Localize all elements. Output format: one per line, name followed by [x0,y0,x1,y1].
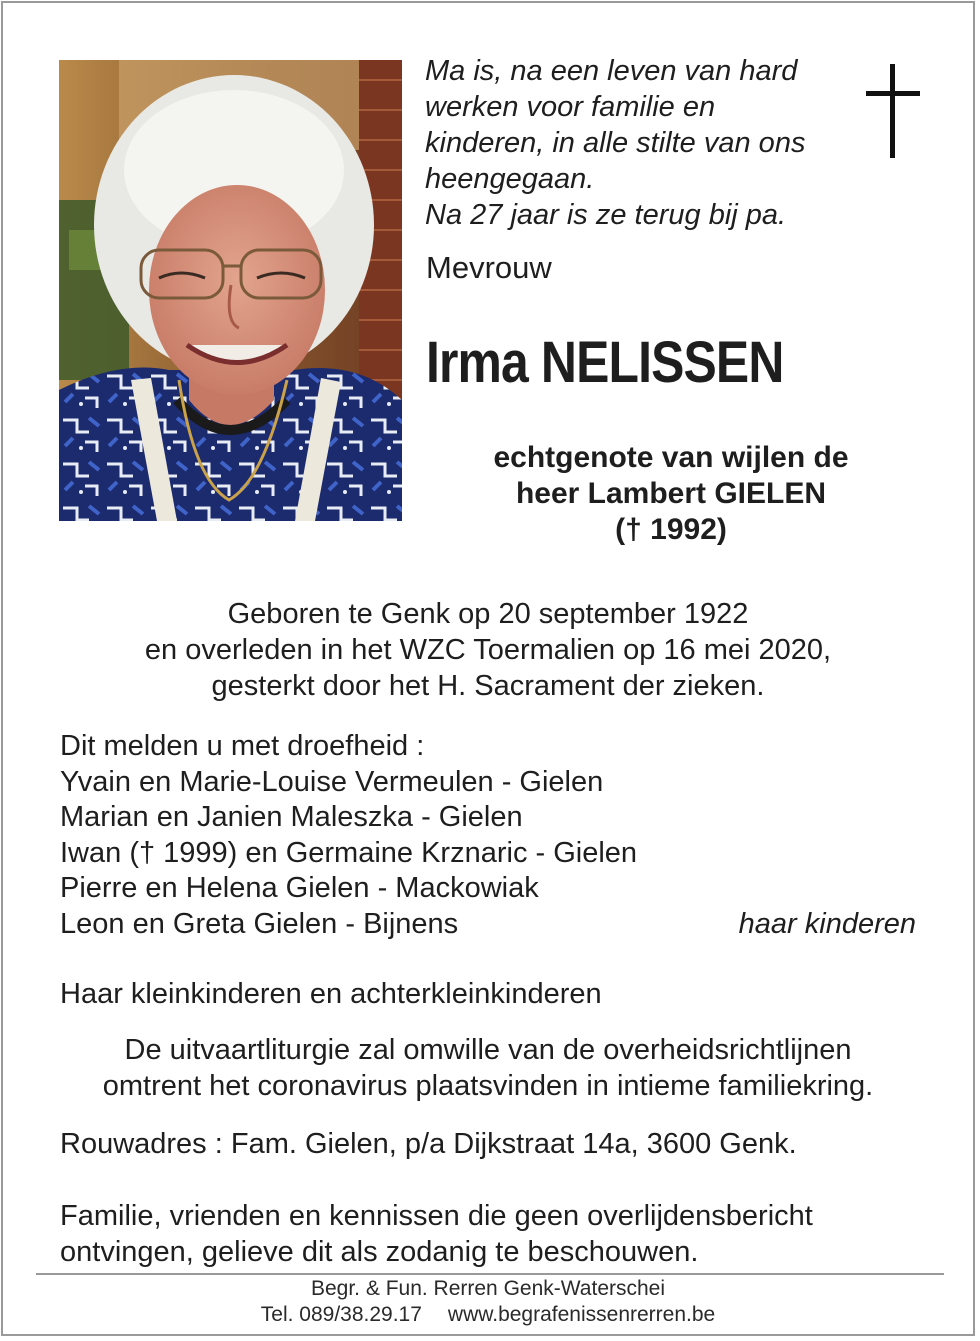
liturgy-line: omtrent het coronavirus plaatsvinden in intieme familiekring. [102,1070,874,1102]
title-prefix: Mevrouw [426,250,552,285]
list-item [60,871,920,907]
list-item [60,907,920,943]
deceased-name: Irma NELISSEN [426,330,784,395]
opening-poem [425,53,855,233]
spouse-info [440,440,902,548]
poem-line: Na 27 jaar is ze terug bij pa. [425,199,787,231]
family-member: Pierre en Helena Gielen - Mackowiak [60,872,539,904]
mourning-address: Rouwadres : Fam. Gielen, p/a Dijkstraat 14a, 3600 Genk. [60,1128,797,1160]
list-item [60,800,920,836]
notice-text [60,1198,813,1270]
notice-line: ontvingen, gelieve dit als zodanig te beschouwen. [60,1236,699,1268]
birth-death-line: Geboren te Genk op 20 september 1922 [227,598,749,630]
family-list [60,729,920,942]
poem-line: heengegaan. [425,163,595,195]
birth-death-line: en overleden in het WZC Toermalien op 16 mei 2020, [144,634,832,666]
grandchildren-line: Haar kleinkinderen en achterkleinkinderen [60,978,602,1010]
family-intro: Dit melden u met droefheid : [60,730,425,762]
family-member: Marian en Janien Maleszka - Gielen [60,801,523,833]
liturgy-info [40,1032,936,1104]
poem-line: werken voor familie en [425,91,716,123]
phone-number: Tel. 089/38.29.17 [260,1303,422,1326]
liturgy-line: De uitvaartliturgie zal omwille van de overheidsrichtlijnen [124,1034,852,1066]
spouse-line: († 1992) [615,513,727,546]
poem-line: Ma is, na een leven van hard [425,55,798,87]
list-item [60,765,920,801]
footer-contact [0,1302,976,1328]
spouse-line: echtgenote van wijlen de [493,441,849,474]
role-label: haar kinderen [738,907,916,940]
family-member: Yvain en Marie-Louise Vermeulen - Gielen [60,765,604,798]
list-item [60,836,920,872]
family-member: Iwan († 1999) en Germaine Krznaric - Gielen [60,836,638,869]
latin-cross-icon [866,64,920,158]
footer [0,1276,976,1328]
spouse-line: heer Lambert GIELEN [515,477,827,510]
footer-divider [36,1273,944,1275]
family-member: Leon en Greta Gielen - Bijnens [60,907,459,940]
birth-death-info [40,596,936,704]
poem-line: kinderen, in alle stilte van ons [425,127,806,159]
website-link[interactable]: www.begrafenissenrerren.be [447,1303,716,1326]
birth-death-line: gesterkt door het H. Sacrament der zieken. [211,670,765,702]
funeral-company: Begr. & Fun. Rerren Genk-Waterschei [310,1277,666,1300]
notice-line: Familie, vrienden en kennissen die geen overlijdensbericht [60,1200,813,1232]
portrait-photo [59,60,402,521]
